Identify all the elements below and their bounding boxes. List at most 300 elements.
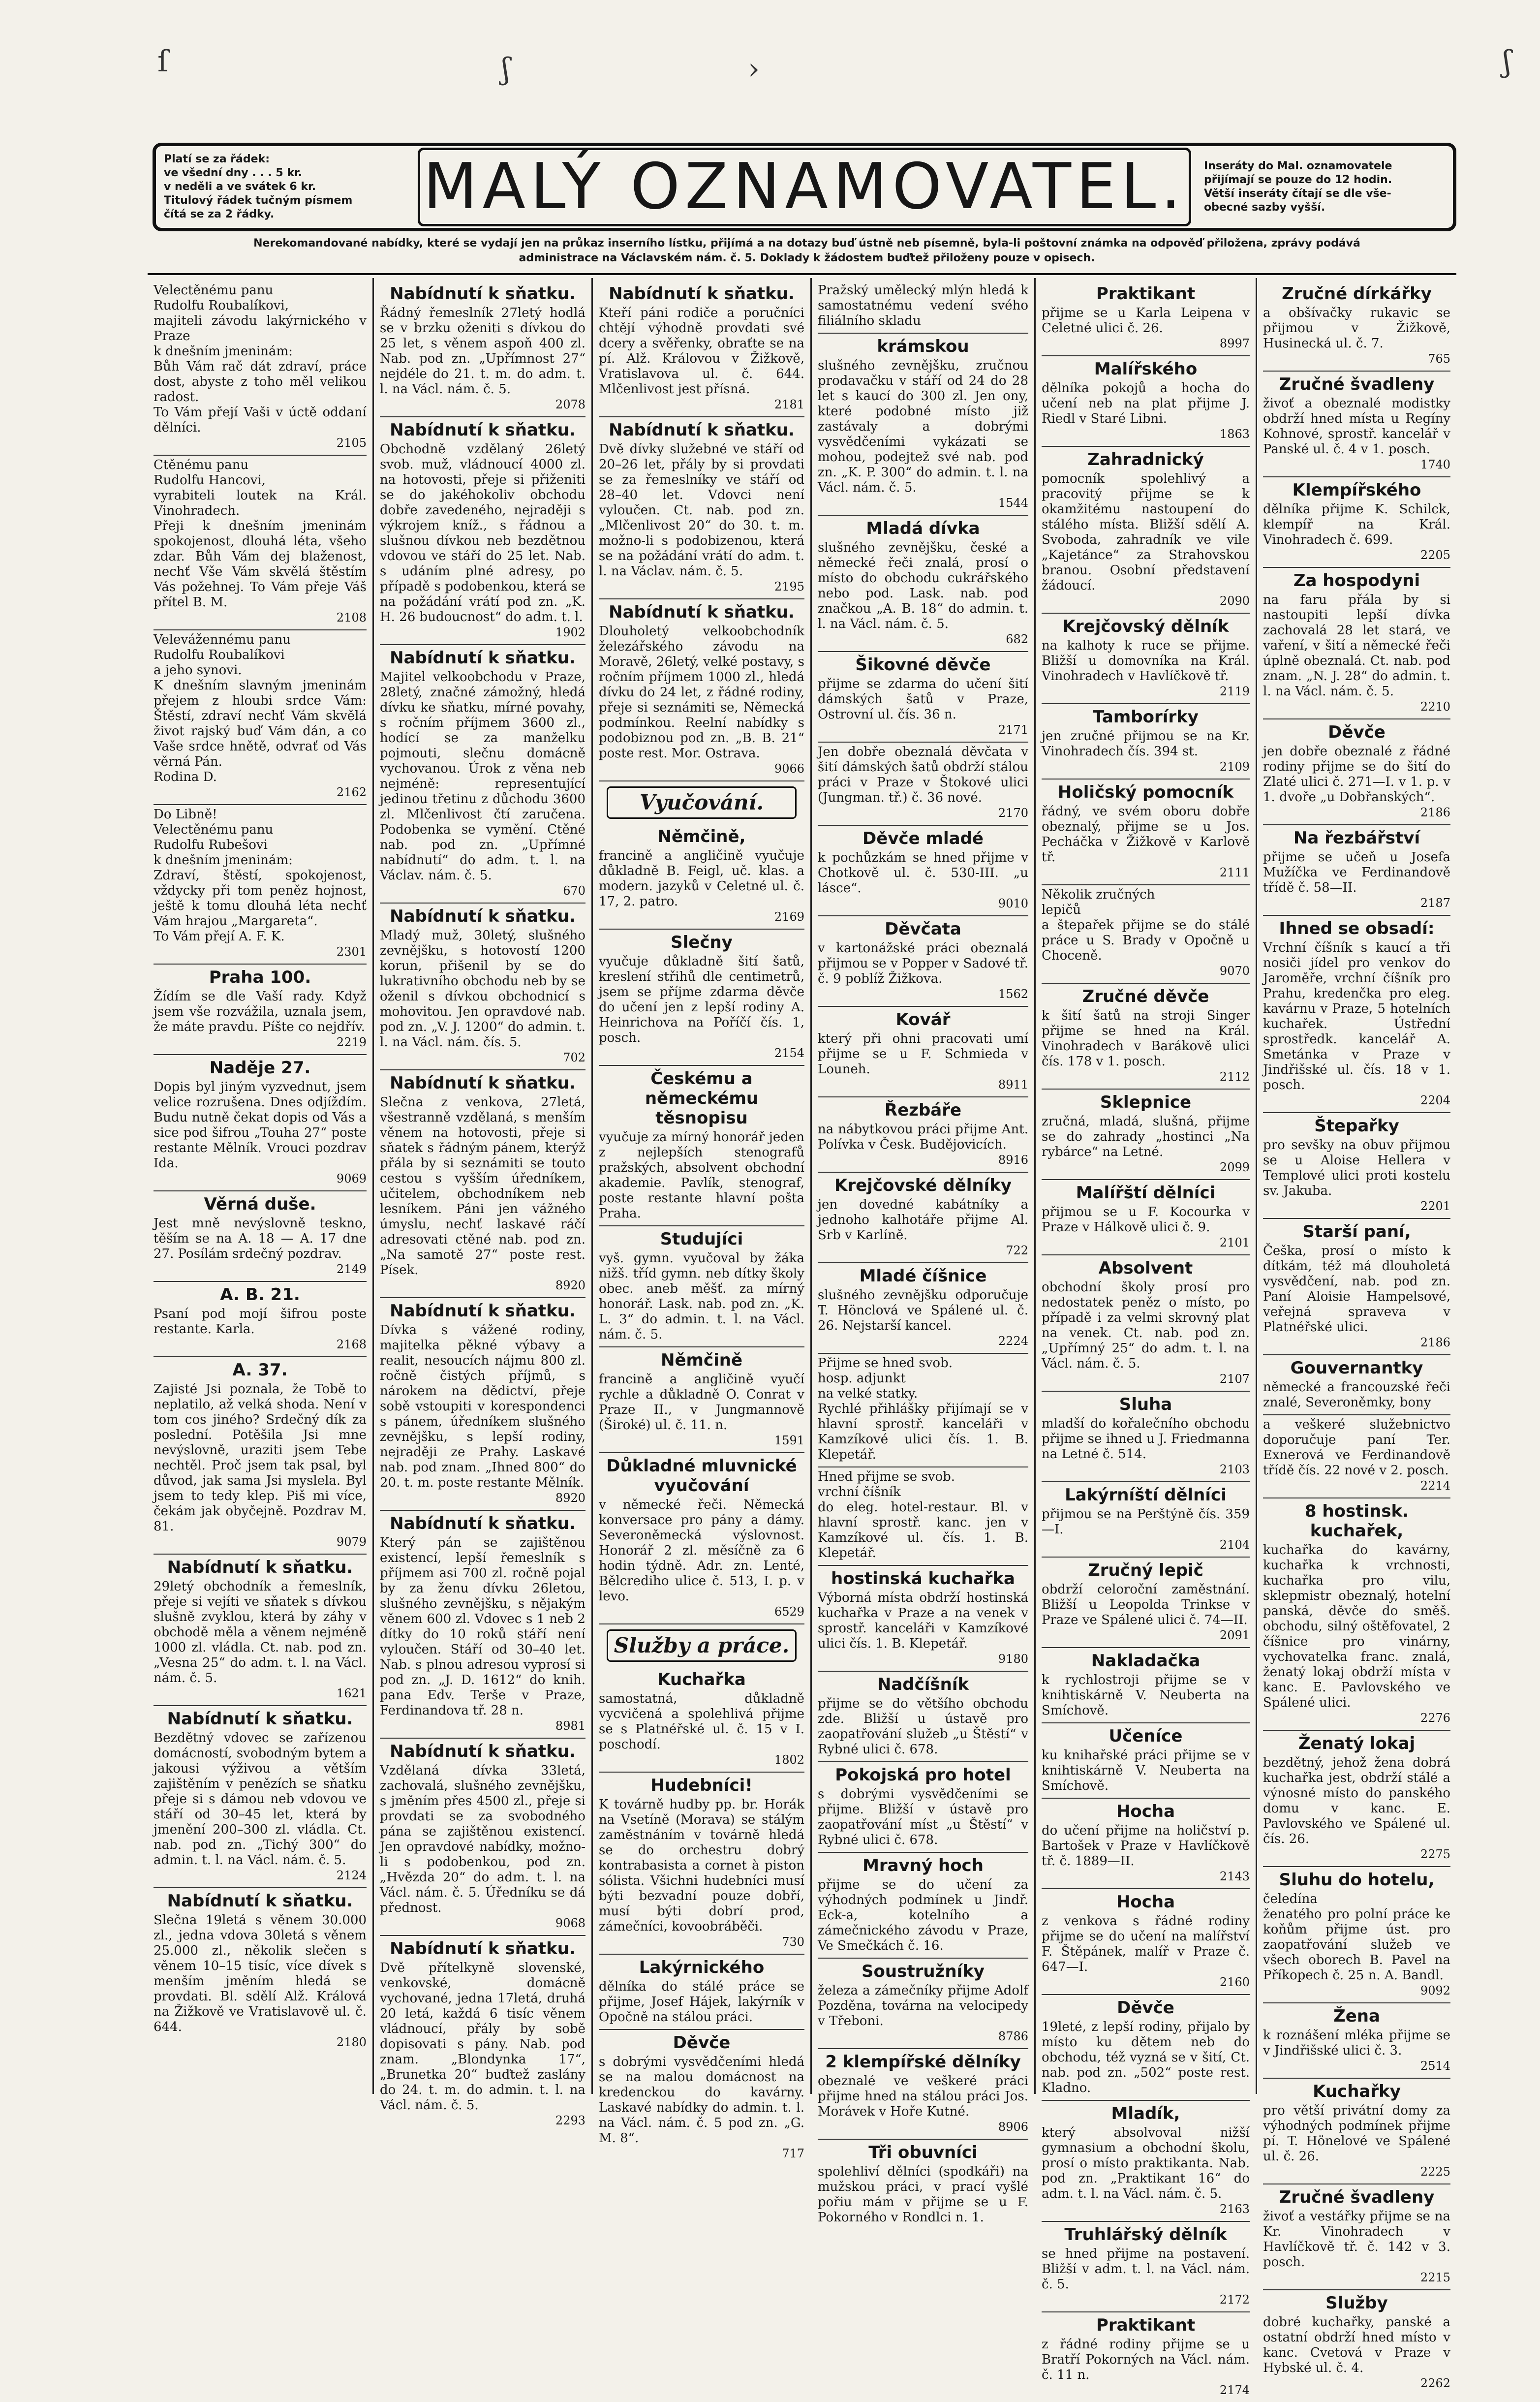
ad-heading: Děvče xyxy=(1117,1998,1174,2018)
insertion-info-box xyxy=(1196,159,1453,215)
ad-heading: Nabídnutí k sňatku. xyxy=(390,1301,576,1321)
ad-heading: Mladá dívka xyxy=(866,519,980,538)
ad-number: 1562 xyxy=(998,987,1028,1001)
classified-ad xyxy=(1263,1498,1450,1731)
column-6 xyxy=(1257,278,1456,2390)
ad-number: 2078 xyxy=(555,398,585,411)
ad-number: 1591 xyxy=(774,1434,804,1447)
classified-ad xyxy=(154,805,367,965)
ad-text: s dobrými vysvědčeními se přijme. Bližší v ústavě pro zaopatřování míst „u Štěstí“ v Rybné ulici č. 678. xyxy=(818,1787,1028,1847)
ad-number: 2162 xyxy=(336,785,367,799)
classified-ad xyxy=(380,904,585,1070)
ad-number: 2105 xyxy=(336,436,367,450)
ad-text: přijme se u Karla Leipena v Celetné ulici č. 26. xyxy=(1042,306,1250,336)
classified-ad xyxy=(154,1282,367,1357)
ad-text: ku knihařské práci přijme se v knihtiskárně V. Neuberta na Smíchově. xyxy=(1042,1748,1250,1793)
ad-text: Slečna 19letá s věnem 30.000 zl., jedna vdova 30letá s věnem 25.000 zl., několik slečen s věnem 10–15 tisíc, více dívek s menším jměním hledá se provdati. Bl. sdělí Alž. Králová na Žižkově ve Vratislavově ul. č. 644. xyxy=(154,1913,367,2034)
classified-ad xyxy=(1042,1180,1250,1255)
ad-heading: Kuchařka xyxy=(657,1670,746,1689)
ad-number: 2149 xyxy=(336,1262,367,1276)
classified-ad xyxy=(380,1298,585,1511)
ad-heading: Malířští dělníci xyxy=(1076,1183,1216,1203)
classified-ad xyxy=(599,1667,804,1773)
ad-text: přijme se učeň u Josefa Mužíčka ve Ferdinandově třídě č. 58—II. xyxy=(1263,850,1450,895)
ad-heading: Tamborírky xyxy=(1093,707,1199,727)
ad-heading: Českému a německému těsnopisu xyxy=(645,1069,759,1128)
ad-text: Jest mně nevýslovně teskno, těším se na A. 18 — A. 17 dne 27. Posílám srdečný pozdrav. xyxy=(154,1216,367,1261)
ad-number: 2124 xyxy=(336,1869,367,1882)
classified-ad xyxy=(1263,1219,1450,1355)
ad-number: 2205 xyxy=(1420,548,1450,562)
ad-text: Dvě dívky služebné ve stáří od 20–26 let, přály by si provdati se za řemeslníky ve stáří od 28–40 let. Vdovci není vyloučen. Ct. nab. pod zn. „Mlčenlivost 20“ do 30. t. m. možno-li s podobizenou, která se na požádání vrátí do adm. t. l. na Václav. nám. č. 5. xyxy=(599,442,804,579)
ad-text: přijme se do většího obchodu zde. Bližší u ústavě pro zaopatřování služeb „u Štěstí“ v Rybné ulici č. 678. xyxy=(818,1696,1028,1757)
ad-number: 2214 xyxy=(1420,1479,1450,1493)
ad-number: 2170 xyxy=(998,806,1028,820)
ad-heading: Nabídnutí k sňatku. xyxy=(390,1514,576,1533)
ad-text: Který pán se zajištěnou existencí, lepší řemeslník s příjmem asi 700 zl. ročně pojal by za ženu dívku 26letou, slušného zevnějšku, s nějakým věnem 600 zl. Vdovec s 1 neb 2 dítky do 10 roků stáří není vyloučen. Stáří od 30–40 let. Nab. s plnou adresou vyprosí si pod zn. „J. D. 1612“ do knih. pana Edv. Terše v Praze, Ferdinandova tř. 28 n. xyxy=(380,1535,585,1718)
ad-text: obchodní školy prosí pro nedostatek peněz o místo, po případě i za velmi skrovný plat na venek. Ct. nab. pod zn. „Upřímný 25“ do adm. t. l. na Václ. nám. č. 5. xyxy=(1042,1280,1250,1371)
ad-heading: Naděje 27. xyxy=(209,1058,311,1078)
ad-text: pomocník spolehlivý a pracovitý přijme se k okamžitému nastoupení do stálého místa. Bližší sdělí A. Svoboda, zahradník ve vile „Kajetánce“ za Strahovskou branou. Osobní představení žádoucí. xyxy=(1042,471,1250,593)
classified-ad xyxy=(818,1959,1028,2049)
classified-ad xyxy=(818,1173,1028,1263)
ad-number: 2101 xyxy=(1219,1236,1250,1249)
classified-ad xyxy=(1042,281,1250,356)
classified-ad xyxy=(154,965,367,1055)
ad-text: přijme se zdarma do učení šití dámských šatů v Praze, Ostrovní ul. čís. 36 n. xyxy=(818,677,1028,722)
ad-number: 2112 xyxy=(1219,1070,1250,1084)
classified-ad xyxy=(1042,1889,1250,1995)
classified-ad xyxy=(818,916,1028,1007)
ad-text: Zajisté Jsi poznala, že Tobě to neplatilo, až velká shoda. Není v tom cos jiného? Srdečný dík za poslední. Potěšila Jsi mne nevýslovně, uraziti jsem Tebe nechtěl. Proč jsem tak psal, byl důvod, jak sama Jsi myslela. Byl jsem to tedy klep. Piš mi více, čekám jak obyčejně. Pozdrav M. 81. xyxy=(154,1382,367,1534)
classified-ad xyxy=(818,1467,1028,1566)
ad-text: mladší do kořalečního obchodu přijme se ihned u J. Friedmanna na Letné č. 514. xyxy=(1042,1416,1250,1462)
ad-text: Do Libně! Velectěnému panu Rudolfu Rubešovi k dnešním jmeninám: Zdraví, štěstí, spokojenost, vždycky při tom peněz hojnost, ještě k tomu dlouhá léta nechť Vám hrajou „Margareta“. To Vám přejí A. F. K. xyxy=(154,807,367,944)
ad-heading: Truhlářský dělník xyxy=(1064,2225,1227,2245)
classified-ad xyxy=(1263,825,1450,916)
ad-text: Dvě přítelkyně slovenské, venkovské, domácně vychované, jedna 17letá, druhá 20 letá, každá 6 tisíc věnem vládnoucí, přály by sobě dopisovati s pány. Nab. pod znam. „Blondynka 17“, „Brunetka 20“ buďtež zaslány do 24. t. m. do admin. t. l. na Václ. nám. č. 5. xyxy=(380,1961,585,2113)
classified-ad xyxy=(599,824,804,930)
ad-number: 9069 xyxy=(336,1172,367,1185)
ad-heading: Šikovné děvče xyxy=(855,655,991,675)
classified-ad xyxy=(599,1773,804,1955)
ad-text: obeznalé ve veškeré práci přijme hned na stálou práci Jos. Morávek v Hoře Kutné. xyxy=(818,2074,1028,2119)
ad-text: a veškeré služebnictvo doporučuje paní Ter. Exnerová ve Ferdinandově třídě čís. 22 nové v 2. posch. xyxy=(1263,1417,1450,1478)
ad-number: 1621 xyxy=(336,1686,367,1700)
ad-number: 2262 xyxy=(1420,2376,1450,2390)
ad-heading: Ženatý lokaj xyxy=(1298,1734,1416,1753)
classified-ad xyxy=(818,1853,1028,1959)
ad-text: přijmou se u F. Kocourka v Praze v Hálkově ulici č. 9. xyxy=(1042,1205,1250,1235)
margin-mark: › xyxy=(748,52,760,86)
ad-text: německé a francouzské řeči znalé, Severoněmky, bony xyxy=(1263,1380,1450,1410)
ad-number: 2210 xyxy=(1420,700,1450,714)
ad-number: 2275 xyxy=(1420,1847,1450,1861)
classified-ad xyxy=(818,516,1028,652)
ad-text: bezdětný, jehož žena dobrá kuchařka jest, obdrží stálé a výnosné místo do panského domu v kanc. E. Pavlovského ve Spálené ul. čís. 26. xyxy=(1263,1755,1450,1846)
classified-ad xyxy=(599,599,804,781)
classified-ad xyxy=(599,1453,804,1624)
ad-number: 2301 xyxy=(336,945,367,959)
ad-text: kuchařka do kavárny, kuchařka k vrchnosti, kuchařka pro vilu, sklepmistr obeznalý, hotelní panská, děvče do směš. obchodu, silný oštěfovatel, 2 číšnice pro vinárny, vychovatelka franc. znalá, ženatý lokaj obdrží místa v kanc. E. Pavlovského ve Spálené ulici. xyxy=(1263,1543,1450,1710)
ad-heading: Nabídnutí k sňatku. xyxy=(390,284,576,304)
ad-text: k rychlostroji přijme se v knihtiskárně V. Neuberta na Smíchově. xyxy=(1042,1673,1250,1718)
ad-text: jen dovedné kabátníky a jednoho kalhotáře přijme Al. Srb v Karlíně. xyxy=(818,1197,1028,1243)
ad-heading: Nabídnutí k sňatku. xyxy=(609,420,795,440)
ad-heading: Zručné dírkářky xyxy=(1282,284,1432,304)
ad-heading: 8 hostinsk. kuchařek, xyxy=(1304,1501,1409,1541)
ad-text: francině a angličině vyučuje důkladně B. Feigl, uč. klas. a modern. jazyků v Celetné ul. č. 17, 2. patro. xyxy=(599,848,804,909)
ad-number: 2181 xyxy=(774,398,804,411)
ad-text: Dopis byl jiným vyzvednut, jsem velice rozrušena. Dnes odjíždím. Budu nutně čekat dopis od Vás a sice pod šifrou „Touha 27“ poste restante Mělník. Vrouci pozdrav Ida. xyxy=(154,1080,367,1171)
ad-number: 1802 xyxy=(774,1753,804,1767)
ad-number: 8786 xyxy=(998,2029,1028,2043)
classified-ad xyxy=(1263,719,1450,825)
ad-number: 2160 xyxy=(1219,1975,1250,1989)
classified-ad xyxy=(1042,704,1250,780)
rate-info-text: Platí se za řádek: ve všední dny . . . 5 kr. v neděli a ve svátek 6 kr. Titulový řádek tučným písmem čítá se za 2 řádky. xyxy=(164,153,353,220)
ad-number: 2215 xyxy=(1420,2271,1450,2284)
ad-text: přijme se do učení za výhodných podmínek u Jindř. Eck-a, kotelního a zámečnického závodu v Praze, Ve Smečkách č. 16. xyxy=(818,1877,1028,1953)
ad-text: který absolvoval nižší gymnasium a obchodní školu, prosí o místo praktikanta. Nab. pod zn. „Praktikant 16“ do adm. t. l. na Václ. nám. č. 5. xyxy=(1042,2125,1250,2201)
ad-heading: Nabídnutí k sňatku. xyxy=(609,284,795,304)
ad-heading: Absolvent xyxy=(1098,1258,1193,1278)
classified-ad xyxy=(1263,281,1450,372)
ad-text: jen dobře obeznalé z řádné rodiny přijme se do šití do Zlaté ulici č. 271—I. v 1. p. v 1. dvoře „u Dobřanských“. xyxy=(1263,744,1450,805)
ad-text: Výborná místa obdrží hostinská kuchařka v Praze a na venek v sprostř. kanceláři v Kamzíkové ulici čís. 1. B. Klepetář. xyxy=(818,1591,1028,1651)
ad-heading: Hocha xyxy=(1116,1802,1175,1821)
classified-ad xyxy=(599,281,804,417)
ad-text: Češka, prosí o místo k dítkám, též má dlouholetá vysvědčení, nab. pod zn. Paní Aloisie Hampelsové, veřejná spraveva v Platnéřské ulici. xyxy=(1263,1244,1450,1335)
ad-heading: Nabídnutí k sňatku. xyxy=(390,1073,576,1093)
column-2 xyxy=(374,278,593,2127)
ad-number: 2154 xyxy=(774,1046,804,1060)
ad-number: 2091 xyxy=(1219,1628,1250,1642)
classified-ad xyxy=(599,1347,804,1453)
classified-ad xyxy=(818,1097,1028,1173)
classified-ad xyxy=(1042,1392,1250,1482)
ad-heading: Sluha xyxy=(1119,1395,1172,1414)
ad-number: 1863 xyxy=(1219,427,1250,441)
ad-heading: Němčině, xyxy=(657,827,746,846)
ad-heading: Nabídnutí k sňatku. xyxy=(167,1558,353,1577)
ad-heading: Nabídnutí k sňatku. xyxy=(390,1742,576,1761)
ad-number: 2201 xyxy=(1420,1199,1450,1213)
ad-number: 8920 xyxy=(555,1491,585,1505)
ad-heading: Nakladačka xyxy=(1091,1651,1201,1671)
classified-ad xyxy=(599,1955,804,2030)
ad-heading: Praktikant xyxy=(1096,2315,1196,2335)
ad-text: vyš. gymn. vyučoval by žáka nižš. tříd gymn. neb dítky školy obec. aneb měšť. za mírný honorář. Lask. nab. pod zn. „K. L. 3“ do admin. t. l. na Václ. nám. č. 5. xyxy=(599,1251,804,1342)
column-5 xyxy=(1036,278,1257,2397)
ad-number: 8911 xyxy=(998,1078,1028,1092)
ad-text: do učení přijme na holičství p. Bartošek v Praze v Havlíčkově tř. č. 1889—II. xyxy=(1042,1823,1250,1869)
ad-text: dělníka do stálé práce se přijme, Josef Hájek, lakýrník v Opočně na stálou práci. xyxy=(599,1979,804,2025)
ad-heading: Mladé číšnice xyxy=(859,1266,987,1286)
ad-number: 1902 xyxy=(555,625,585,639)
ad-heading: Zahradnický xyxy=(1087,450,1204,469)
classified-ad xyxy=(1042,2101,1250,2222)
ad-heading: Nadčíšník xyxy=(877,1675,969,1694)
classified-ad xyxy=(154,1357,367,1555)
ad-heading: Mladík, xyxy=(1111,2104,1180,2123)
ad-heading: Soustružníky xyxy=(862,1962,985,1981)
ad-heading: Kuchařky xyxy=(1313,2082,1401,2101)
classified-ad xyxy=(380,1070,585,1298)
margin-mark: ʃ xyxy=(1503,44,1511,79)
masthead xyxy=(153,143,1456,231)
ad-text: K továrně hudby pp. br. Horák na Vsetíně (Morava) se stálým zaměstnáním v továrně hledá se do orchestru dobrý kontrabasista a cornet à piston sólista. Všichni hudebníci musí býti bezvadní pouze dobří, musí býti dobrí prod, zámečníci, kovoobráběči. xyxy=(599,1797,804,1934)
ad-text: Žídím se dle Vaší rady. Když jsem vše rozvážila, uznala jsem, že máte pravdu. Píšte co nejdřív. xyxy=(154,989,367,1034)
classified-ad xyxy=(1263,2290,1450,2395)
ad-number: 765 xyxy=(1428,352,1450,366)
ad-number: 2186 xyxy=(1420,806,1450,819)
ad-number: 2171 xyxy=(998,723,1028,737)
ad-text: z venkova s řádné rodiny přijme se do učení na malířství F. Štěpánek, malíř v Praze č. 647—I. xyxy=(1042,1914,1250,1974)
ad-text: Psaní pod mojí šifrou poste restante. Karla. xyxy=(154,1307,367,1337)
ad-text: přijmou se na Perštýně čís. 359—I. xyxy=(1042,1507,1250,1537)
ad-heading: Němčině xyxy=(660,1350,742,1370)
ad-text: pro sevšky na obuv přijmou se u Aloise Hellera v Templové ulici proti kostelu sv. Jakuba. xyxy=(1263,1138,1450,1198)
classified-ad xyxy=(380,1739,585,1936)
ad-text: na nábytkovou práci přijme Ant. Polívka v Česk. Budějovicích. xyxy=(818,1122,1028,1152)
ad-text: v kartonážské práci obeznalá přijmou se v Popper v Sadové tř. č. 9 poblíž Žižkova. xyxy=(818,941,1028,986)
ad-heading: Nabídnutí k sňatku. xyxy=(609,602,795,622)
ad-heading: Malířského xyxy=(1094,359,1198,379)
classified-ad xyxy=(1263,2003,1450,2079)
classified-ad xyxy=(1042,1799,1250,1889)
ad-text: spolehliví dělníci (spodkáři) na mužskou práci, v prací vyšlé pořiu mám v přijme se u F. Pokorného v Rondlci n. 1. xyxy=(818,2164,1028,2225)
ad-number: 9092 xyxy=(1420,1984,1450,1997)
insertion-info-text: Inseráty do Mal. oznamovatele přijímají se pouze do 12 hodin. Větší inseráty čítají se dle vše- obecné sazby vyšší. xyxy=(1204,160,1392,214)
classified-ad xyxy=(380,1936,585,2132)
classified-ad xyxy=(818,652,1028,743)
ad-text: Několik zručných lepičů a štepařek přijme se do stálé práce u S. Brady v Opočně u Choceně. xyxy=(1042,887,1250,963)
ad-heading: Děvče xyxy=(1328,722,1386,742)
ad-heading: Nabídnutí k sňatku. xyxy=(390,906,576,926)
ad-heading: Lakýrníští dělníci xyxy=(1065,1485,1227,1505)
ad-heading: Řezbáře xyxy=(884,1100,962,1120)
ad-text: řádný, ve svém oboru dobře obeznalý, přijme se u Jos. Pecháčka v Žižkově v Karlově tř. xyxy=(1042,804,1250,865)
classified-ad xyxy=(1263,1113,1450,1219)
ad-text: Ctěnému panu Rudolfu Hancovi, vyrabiteli loutek na Král. Vinohradech. Přeji k dnešním jmeninám spokojenost, dlouhá léta, všeho zdar. Bůh Vám dej blaženost, nechť Vše Vám skvělá štěstím Vás požehnej. To Vám přeje Váš přítel B. M. xyxy=(154,458,367,610)
ad-text: Obchodně vzdělaný 26letý svob. muž, vládnoucí 4000 zl. na hotovosti, přeje si přiženiti se do jakéhokoliv obchodu dobře zavedeného, nejraději s výkrojem kníž., s řádnou a slušnou dívkou neb bezdětnou vdovou ve stáří do 25 let. Nab. s udáním plné adresy, po případě s podobenkou, která se na požádání vrátí pod zn. „K. H. 26 budoucnost“ do adm. t. l. xyxy=(380,442,585,624)
ad-text: dobré kuchařky, panské a ostatní obdrží hned místo v kanc. Cvetová v Praze v Hybské ul. č. 4. xyxy=(1263,2315,1450,2375)
classified-ad xyxy=(380,645,585,904)
classified-ad xyxy=(154,281,367,456)
classified-ad xyxy=(599,2030,804,2165)
ad-text: k pochůzkám se hned přijme v Chotkově ul. č. 530-III. „u lásce“. xyxy=(818,850,1028,896)
ad-number: 2090 xyxy=(1219,594,1250,608)
ad-text: pro větší privátní domy za výhodných podmínek přijme pí. T. Hönelové ve Spálené ul. č. 26. xyxy=(1263,2103,1450,2164)
ad-text: Mladý muž, 30letý, slušného zevnějšku, s hotovostí 1200 korun, přišenil by se do lukrativního obchodu neb by se oženil s dívkou obchodnicí s mohovitou. Jen opravdové nab. pod zn. „V. J. 1200“ do admin. t. l. na Václ. nám. čís. 5. xyxy=(380,928,585,1050)
ad-text: Velectěnému panu Rudolfu Roubalíkovi, majiteli závodu lakýrnického v Praze k dnešním jmeninám: Bůh Vám rač dát zdraví, práce dost, abyste z toho měl velikou radost. To Vám přejí Vaši v úctě oddaní dělníci. xyxy=(154,283,367,435)
classified-ad xyxy=(154,1055,367,1191)
classified-ad xyxy=(1042,1723,1250,1799)
classified-ad xyxy=(599,1226,804,1347)
ad-heading: Služby xyxy=(1325,2293,1388,2313)
ad-heading: Ihned se obsadí: xyxy=(1279,919,1435,938)
ad-number: 8981 xyxy=(555,1719,585,1733)
ad-text: slušného zevnějšku odporučuje T. Hönclová ve Spálené ul. č. 26. Nejstarší kancel. xyxy=(818,1288,1028,1333)
ad-columns xyxy=(148,278,1456,2397)
ad-text: a obšívačky rukavic se přijmou v Žižkově, Husinecká ul. č. 7. xyxy=(1263,306,1450,351)
ad-number: 722 xyxy=(1006,1244,1028,1257)
ad-text: Bezdětný vdovec se zařízenou domácností, svobodným bytem a jakousi výživou a větším zajištěním v penězích se sňatku přeje si s dámou neb vdovou ve stáří od 30–45 let, která by jmenění 200–300 zl. vládla. Ct. nab. pod zn. „Tichý 300“ do admin. t. l. na Václ. nám. č. 5. xyxy=(154,1731,367,1868)
ad-heading: Zručné švadleny xyxy=(1279,2187,1435,2207)
ad-number: 2109 xyxy=(1219,760,1250,774)
ad-heading: Děvčata xyxy=(885,919,961,939)
classified-ad xyxy=(818,281,1028,334)
ad-text: čeledína ženatého pro polní práce ke koňům přijme úst. pro zaopatřování služeb ve všech oborech B. Pavel na Příkopech č. 25 n. A. Bandl. xyxy=(1263,1892,1450,1983)
ad-text: dělníka přijme K. Schilck, klempíř na Král. Vinohradech č. 699. xyxy=(1263,502,1450,547)
ad-heading: Lakýrnického xyxy=(639,1958,765,1977)
ad-heading: Praha 100. xyxy=(209,967,311,987)
ad-number: 9068 xyxy=(555,1916,585,1930)
classified-ad xyxy=(154,1555,367,1706)
classified-ad xyxy=(154,630,367,805)
ad-number: 9070 xyxy=(1219,964,1250,978)
ad-heading: Pokojská pro hotel xyxy=(835,1765,1011,1785)
ad-number: 9010 xyxy=(998,897,1028,910)
ad-heading: Gouvernantky xyxy=(1290,1358,1423,1378)
classified-ad xyxy=(380,417,585,645)
ad-text: dělníka pokojů a hocha do učení neb na plat přijme J. Riedl v Staré Libni. xyxy=(1042,381,1250,426)
classified-ad xyxy=(1042,2222,1250,2312)
column-3 xyxy=(593,278,812,2160)
header-rule xyxy=(148,273,1456,275)
classified-ad xyxy=(1263,2079,1450,2184)
ad-heading: Krejčovský dělník xyxy=(1062,617,1229,636)
ad-heading: Klempířského xyxy=(1292,480,1421,500)
ad-text: v německé řeči. Německá konversace pro pány a dámy. Severoněmecká výslovnost. Honorář 2 zl. měsíčně za 6 hodin týdně. Adr. zn. Lenté, Bělcrediho ulice č. 513, I. p. v levo. xyxy=(599,1497,804,1604)
ad-number: 2195 xyxy=(774,580,804,593)
ad-heading: Děvče xyxy=(673,2033,731,2053)
ad-heading: Za hospodyni xyxy=(1293,571,1420,591)
classified-ad xyxy=(1042,1995,1250,2101)
ad-text: k roznášení mléka přijme se v Jindřišské ulici č. 3. xyxy=(1263,2028,1450,2058)
ad-number: 2143 xyxy=(1219,1870,1250,1883)
classified-ad xyxy=(380,281,585,417)
rate-info-box xyxy=(156,153,413,221)
classified-ad xyxy=(818,1762,1028,1853)
ad-text: k šití šatů na stroji Singer přijme se hned na Král. Vinohradech v Barákově ulici čís. 178 v 1. posch. xyxy=(1042,1008,1250,1069)
ad-heading: Holičský pomocník xyxy=(1057,782,1234,802)
classified-ad xyxy=(154,456,367,630)
ad-text: Vzdělaná dívka 33letá, zachovalá, slušného zevnějšku, s jměním přes 4500 zl., přeje si provdati se za svobodného pána se zajištěnou existencí. Jen opravdové nabídky, možno-li s podobenkou, pod zn. „Hvězda 20“ do adm. t. l. na Václ. nám. č. 5. Úředníku se dá přednost. xyxy=(380,1763,585,1915)
classified-ad xyxy=(1263,916,1450,1113)
ad-number: 2172 xyxy=(1219,2293,1250,2307)
classified-ad xyxy=(1263,568,1450,719)
ad-number: 2224 xyxy=(998,1334,1028,1348)
classified-ad xyxy=(1042,885,1250,984)
ad-number: 2276 xyxy=(1420,1711,1450,1725)
column-1 xyxy=(148,278,374,2094)
classified-ad xyxy=(1263,2184,1450,2290)
ad-text: samostatná, důkladně vycvičená a spolehlivá přijme se s Platnéřské ul. č. 15 v I. poschodí. xyxy=(599,1691,804,1752)
ad-text: Jen dobře obeznalá děvčata v šití dámských šatů obdrží stálou práci v Praze v Štokové ulici (Jungman. tř.) č. 36 nové. xyxy=(818,745,1028,805)
classified-ad xyxy=(1042,780,1250,885)
ad-text: Majitel velkoobchodu v Praze, 28letý, značné zámožný, hledá dívku ke sňatku, mírné povahy, s ročním příjmem 3600 zl., hodící se za manželku pojmouti, slečnu domácně vychovanou. Úrok z věna neb nejméně: representující jedinou třetinu z důchodu 3600 zl. Mlčenlivost čtí zaručena. Podobenka se vymění. Ctěné nab. pod zn. „Upřímné nabídnutí“ do adm. t. l. na Václav. nám. č. 5. xyxy=(380,670,585,883)
ad-heading: 2 klempířské dělníky xyxy=(825,2052,1021,2072)
ad-number: 9079 xyxy=(336,1535,367,1549)
ad-number: 8916 xyxy=(998,1153,1028,1167)
classified-ad xyxy=(599,417,804,599)
ad-number: 2168 xyxy=(336,1338,367,1351)
ad-text: Pražský umělecký mlýn hledá k samostatnému vedení svého filiálního skladu xyxy=(818,283,1028,328)
classified-ad xyxy=(1042,984,1250,1090)
classified-ad xyxy=(818,2140,1028,2229)
classified-ad xyxy=(1263,477,1450,568)
ad-text: vyučuje důkladně šití šatů, kreslení střihů dle centimetrů, jsem se příjme zdarma děvče do učení jen z lepší rodiny A. Heinrichova na Poříčí čís. 1, posch. xyxy=(599,954,804,1045)
ad-heading: Nabídnutí k sňatku. xyxy=(390,1939,576,1959)
ad-number: 8906 xyxy=(998,2120,1028,2134)
administration-notice: Nerekomandované nabídky, které se vydají jen na průkaz inserního lístku, přijímá a na dotazy buď ústně neb písemně, byla-li poštovní známka na odpověď přiložena, zprávy podává administrace na Václavském nám. č. 5. Doklady k žádostem buďtež přiloženy pouze v opisech. xyxy=(253,237,1360,264)
ad-number: 9180 xyxy=(998,1652,1028,1666)
classified-ad xyxy=(818,826,1028,916)
ad-text: zručná, mladá, slušná, přijme se do zahrady „hostinci „Na rybárce“ na Letné. xyxy=(1042,1114,1250,1159)
ad-text: obdrží celoroční zaměstnání. Bližší u Leopolda Trinkse v Praze ve Spálené ulici č. 74—II. xyxy=(1042,1582,1250,1627)
ad-number: 6529 xyxy=(774,1605,804,1619)
ad-number: 8997 xyxy=(1219,337,1250,350)
ad-heading: Slečny xyxy=(671,933,733,952)
ad-number: 682 xyxy=(1006,632,1028,646)
ad-text: Kteří páni rodiče a poručníci chtějí výhodně provdati své dcery a svěřenky, obraťte se na pí. Alž. Královou v Žižkově, Vratislavova ul. č. 644. Mlčenlivost jest přísná. xyxy=(599,306,804,397)
ad-text: živoť a vestářky přijme se na Kr. Vinohradech v Havlíčkově tř. č. 142 v 3. posch. xyxy=(1263,2209,1450,2270)
ad-number: 2180 xyxy=(336,2035,367,2049)
ad-number: 2103 xyxy=(1219,1463,1250,1476)
ad-heading: Hocha xyxy=(1116,1892,1175,1912)
ad-text: se hned přijme na postavení. Bližší v adm. t. l. na Václ. nám. č. 5. xyxy=(1042,2246,1250,2292)
ad-heading: Věrná duše. xyxy=(204,1194,316,1214)
classified-ad xyxy=(154,1191,367,1282)
ad-text: s dobrými vysvědčeními hledá se na malou domácnost na kredenckou do kavárny. Laskavé nabídky do admin. t. l. na Václ. nám. č. 5 pod zn. „G. M. 8“. xyxy=(599,2055,804,2146)
ad-heading: Zručný lepič xyxy=(1088,1560,1203,1580)
classified-ad xyxy=(380,1511,585,1739)
ad-number: 2174 xyxy=(1219,2383,1250,2397)
ad-heading: krámskou xyxy=(877,337,969,356)
ad-heading: Žena xyxy=(1333,2006,1380,2026)
ad-heading: A. B. 21. xyxy=(220,1285,300,1305)
ad-heading: Nabídnutí k sňatku. xyxy=(390,648,576,668)
ad-heading: Krejčovské dělníky xyxy=(834,1176,1012,1195)
ad-number: 8920 xyxy=(555,1279,585,1292)
ad-number: 2204 xyxy=(1420,1093,1450,1107)
classified-ad xyxy=(818,743,1028,826)
classified-ad xyxy=(818,2049,1028,2140)
ad-text: z řádné rodiny přijme se u Bratří Pokorných na Václ. nám. č. 11 n. xyxy=(1042,2337,1250,2382)
ad-heading: Sluhu do hotelu, xyxy=(1279,1870,1435,1890)
classified-ad xyxy=(1042,1482,1250,1558)
classified-ad xyxy=(1263,1355,1450,1415)
ad-heading: Tři obuvníci xyxy=(868,2143,978,2162)
ad-number: 702 xyxy=(563,1051,585,1064)
ad-number: 2293 xyxy=(555,2114,585,2127)
ad-heading: Starší paní, xyxy=(1302,1222,1411,1242)
ad-number: 2108 xyxy=(336,611,367,624)
ad-text: slušného zevnějšku, české a německé řeči znalá, prosí o místo do obchodu cukrářského nebo pod. Lask. nab. pod značkou „A. B. 18“ do admin. t. l. na Václ. nám. č. 5. xyxy=(818,540,1028,631)
ad-number: 2163 xyxy=(1219,2202,1250,2216)
classified-ad xyxy=(1263,1731,1450,1867)
ad-text: který při ohni pracovati umí přijme se u F. Schmiedа v Louneh. xyxy=(818,1031,1028,1077)
classified-ad xyxy=(818,1354,1028,1467)
classified-ad xyxy=(1042,1255,1250,1392)
ad-number: 2186 xyxy=(1420,1336,1450,1349)
ad-number: 1740 xyxy=(1420,458,1450,471)
ad-text: vyučuje za mírný honorář jeden z nejlepších stenografů pražských, absolvent obchodní akademie. Pavlík, stenograf, poste restante hlavní pošta Praha. xyxy=(599,1130,804,1221)
classified-ad xyxy=(154,1706,367,1888)
ad-number: 717 xyxy=(782,2147,804,2160)
